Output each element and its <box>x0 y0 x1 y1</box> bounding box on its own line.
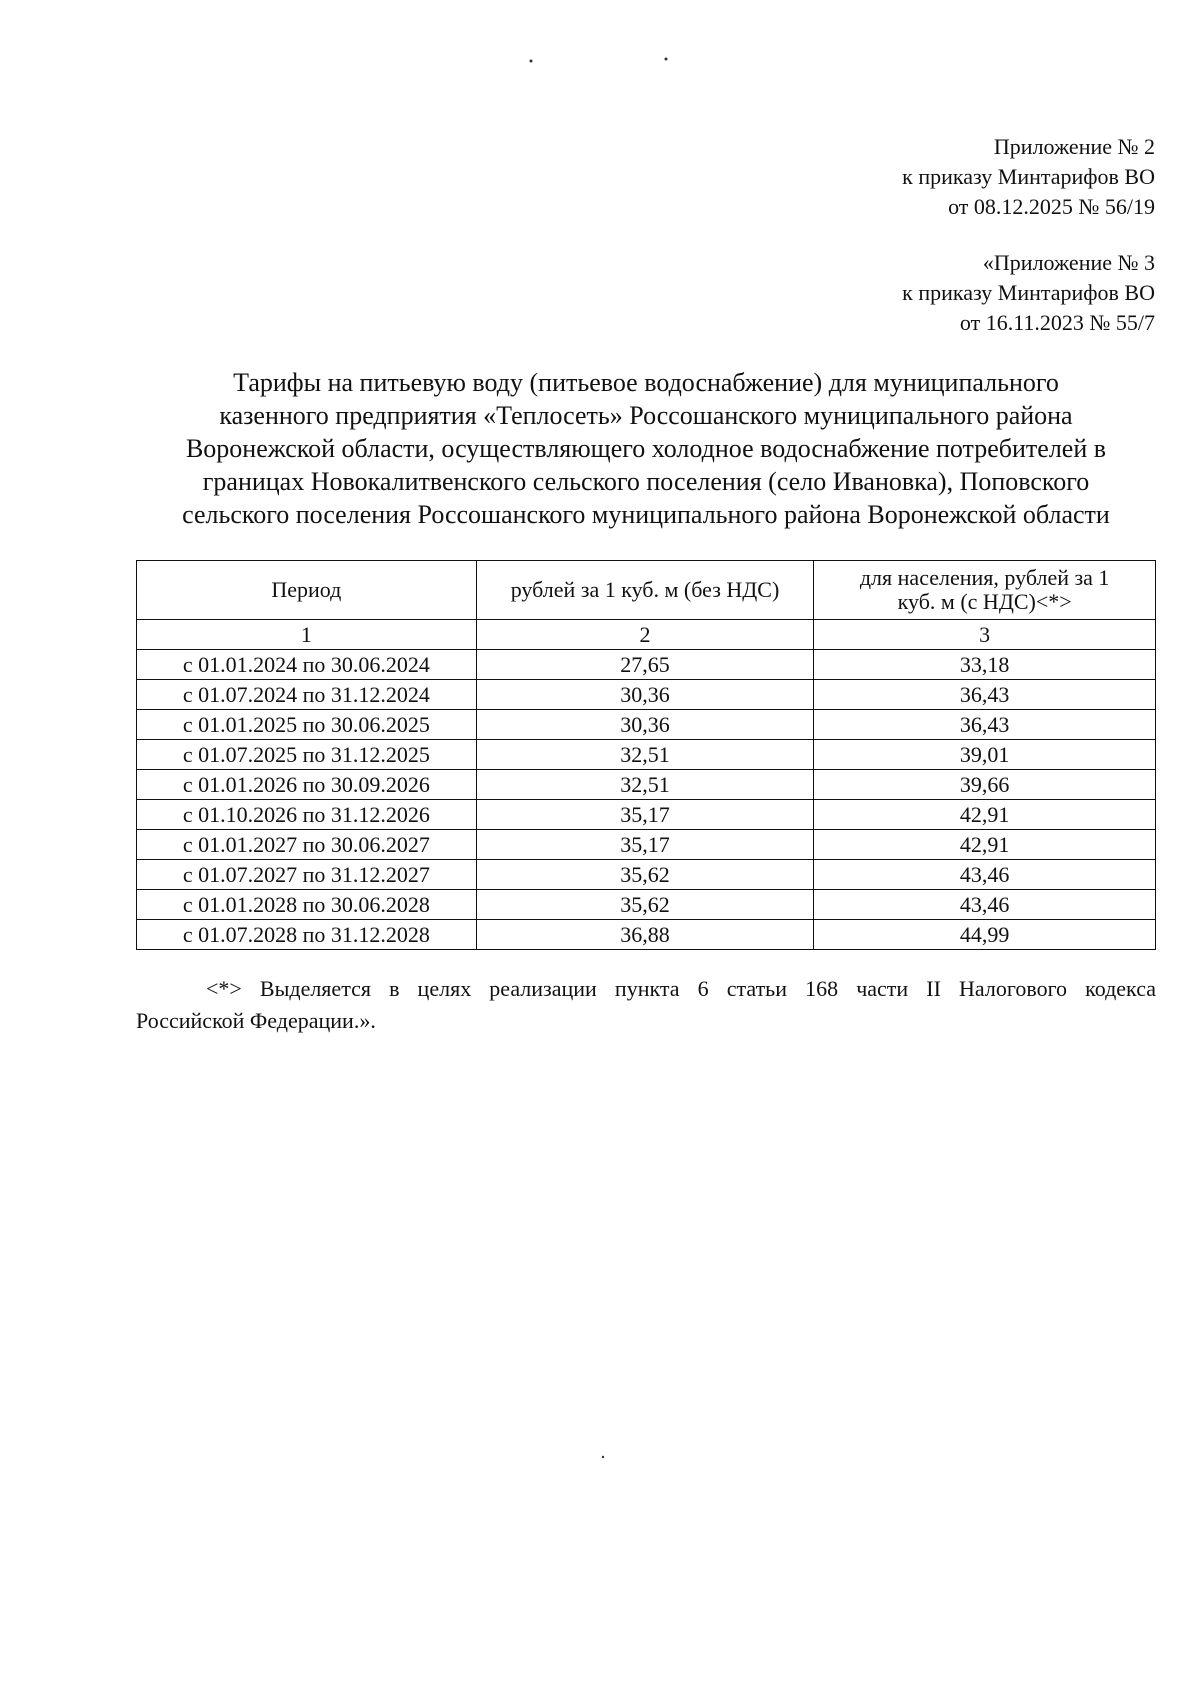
appendix-number: «Приложение № 3 <box>982 250 1155 275</box>
cell-with-vat: 39,66 <box>814 770 1156 800</box>
title-line: сельского поселения Россошанского муниципального района Воронежской области <box>182 500 1110 529</box>
cell-without-vat: 32,51 <box>476 740 814 770</box>
cell-with-vat: 42,91 <box>814 830 1156 860</box>
header-population-with-vat <box>814 561 1156 620</box>
title-line: казенного предприятия «Теплосеть» Россошанского муниципального района <box>219 401 1073 430</box>
appendix-reference-current <box>902 132 1155 222</box>
appendix-date: от 16.11.2023 № 55/7 <box>959 310 1155 335</box>
cell-period: с 01.01.2027 по 30.06.2027 <box>137 830 477 860</box>
cell-period: с 01.01.2024 по 30.06.2024 <box>137 650 477 680</box>
cell-period: с 01.01.2026 по 30.09.2026 <box>137 770 477 800</box>
cell-with-vat: 33,18 <box>814 650 1156 680</box>
cell-without-vat: 35,17 <box>476 830 814 860</box>
cell-period: с 01.07.2025 по 31.12.2025 <box>137 740 477 770</box>
footnote-line: <*> Выделяется в целях реализации пункта 6 статьи 168 части II Налогового кодекса <box>206 976 1156 1001</box>
table-header-row <box>137 561 1156 620</box>
document-title <box>136 366 1156 531</box>
table-row <box>137 650 1156 680</box>
appendix-date: от 08.12.2025 № 56/19 <box>948 194 1155 219</box>
cell-period: с 01.07.2027 по 31.12.2027 <box>137 860 477 890</box>
footnote <box>136 973 1156 1037</box>
cell-without-vat: 35,62 <box>476 860 814 890</box>
column-number: 3 <box>814 620 1156 650</box>
cell-with-vat: 43,46 <box>814 860 1156 890</box>
tariff-table <box>136 560 1156 950</box>
cell-period: с 01.01.2028 по 30.06.2028 <box>137 890 477 920</box>
title-line: Воронежской области, осуществляющего холодное водоснабжение потребителей в <box>185 434 1107 463</box>
cell-without-vat: 35,17 <box>476 800 814 830</box>
table-row <box>137 920 1156 950</box>
cell-without-vat: 30,36 <box>476 710 814 740</box>
table-row <box>137 740 1156 770</box>
cell-with-vat: 43,46 <box>814 890 1156 920</box>
table-row <box>137 830 1156 860</box>
cell-period: с 01.10.2026 по 31.12.2026 <box>137 800 477 830</box>
cell-with-vat: 36,43 <box>814 680 1156 710</box>
title-line: границах Новокалитвенского сельского поселения (село Ивановка), Поповского <box>202 467 1090 496</box>
cell-with-vat: 39,01 <box>814 740 1156 770</box>
cell-with-vat: 44,99 <box>814 920 1156 950</box>
cell-without-vat: 36,88 <box>476 920 814 950</box>
cell-with-vat: 36,43 <box>814 710 1156 740</box>
appendix-order: к приказу Минтарифов ВО <box>902 280 1155 305</box>
table-row <box>137 710 1156 740</box>
cell-period: с 01.01.2025 по 30.06.2025 <box>137 710 477 740</box>
column-number: 1 <box>137 620 477 650</box>
column-number-row <box>137 620 1156 650</box>
appendix-order: к приказу Минтарифов ВО <box>902 164 1155 189</box>
cell-without-vat: 35,62 <box>476 890 814 920</box>
table-row <box>137 680 1156 710</box>
scan-speck <box>665 58 668 61</box>
scan-speck <box>530 60 533 63</box>
header-population-line: куб. м (с НДС)<*> <box>897 589 1072 614</box>
cell-without-vat: 30,36 <box>476 680 814 710</box>
column-number: 2 <box>476 620 814 650</box>
cell-period: с 01.07.2024 по 31.12.2024 <box>137 680 477 710</box>
header-without-vat: рублей за 1 куб. м (без НДС) <box>476 561 814 620</box>
appendix-reference-previous <box>902 248 1155 338</box>
header-period: Период <box>137 561 477 620</box>
appendix-number: Приложение № 2 <box>993 134 1155 159</box>
title-line: Тарифы на питьевую воду (питьевое водоснабжение) для муниципального <box>233 368 1059 397</box>
table-row <box>137 800 1156 830</box>
cell-period: с 01.07.2028 по 31.12.2028 <box>137 920 477 950</box>
header-population-line: для населения, рублей за 1 <box>859 565 1110 590</box>
table-row <box>137 860 1156 890</box>
table-row <box>137 770 1156 800</box>
footnote-line: Российской Федерации.». <box>136 1008 376 1033</box>
scan-speck <box>602 1456 604 1458</box>
table-row <box>137 890 1156 920</box>
cell-without-vat: 27,65 <box>476 650 814 680</box>
cell-without-vat: 32,51 <box>476 770 814 800</box>
cell-with-vat: 42,91 <box>814 800 1156 830</box>
